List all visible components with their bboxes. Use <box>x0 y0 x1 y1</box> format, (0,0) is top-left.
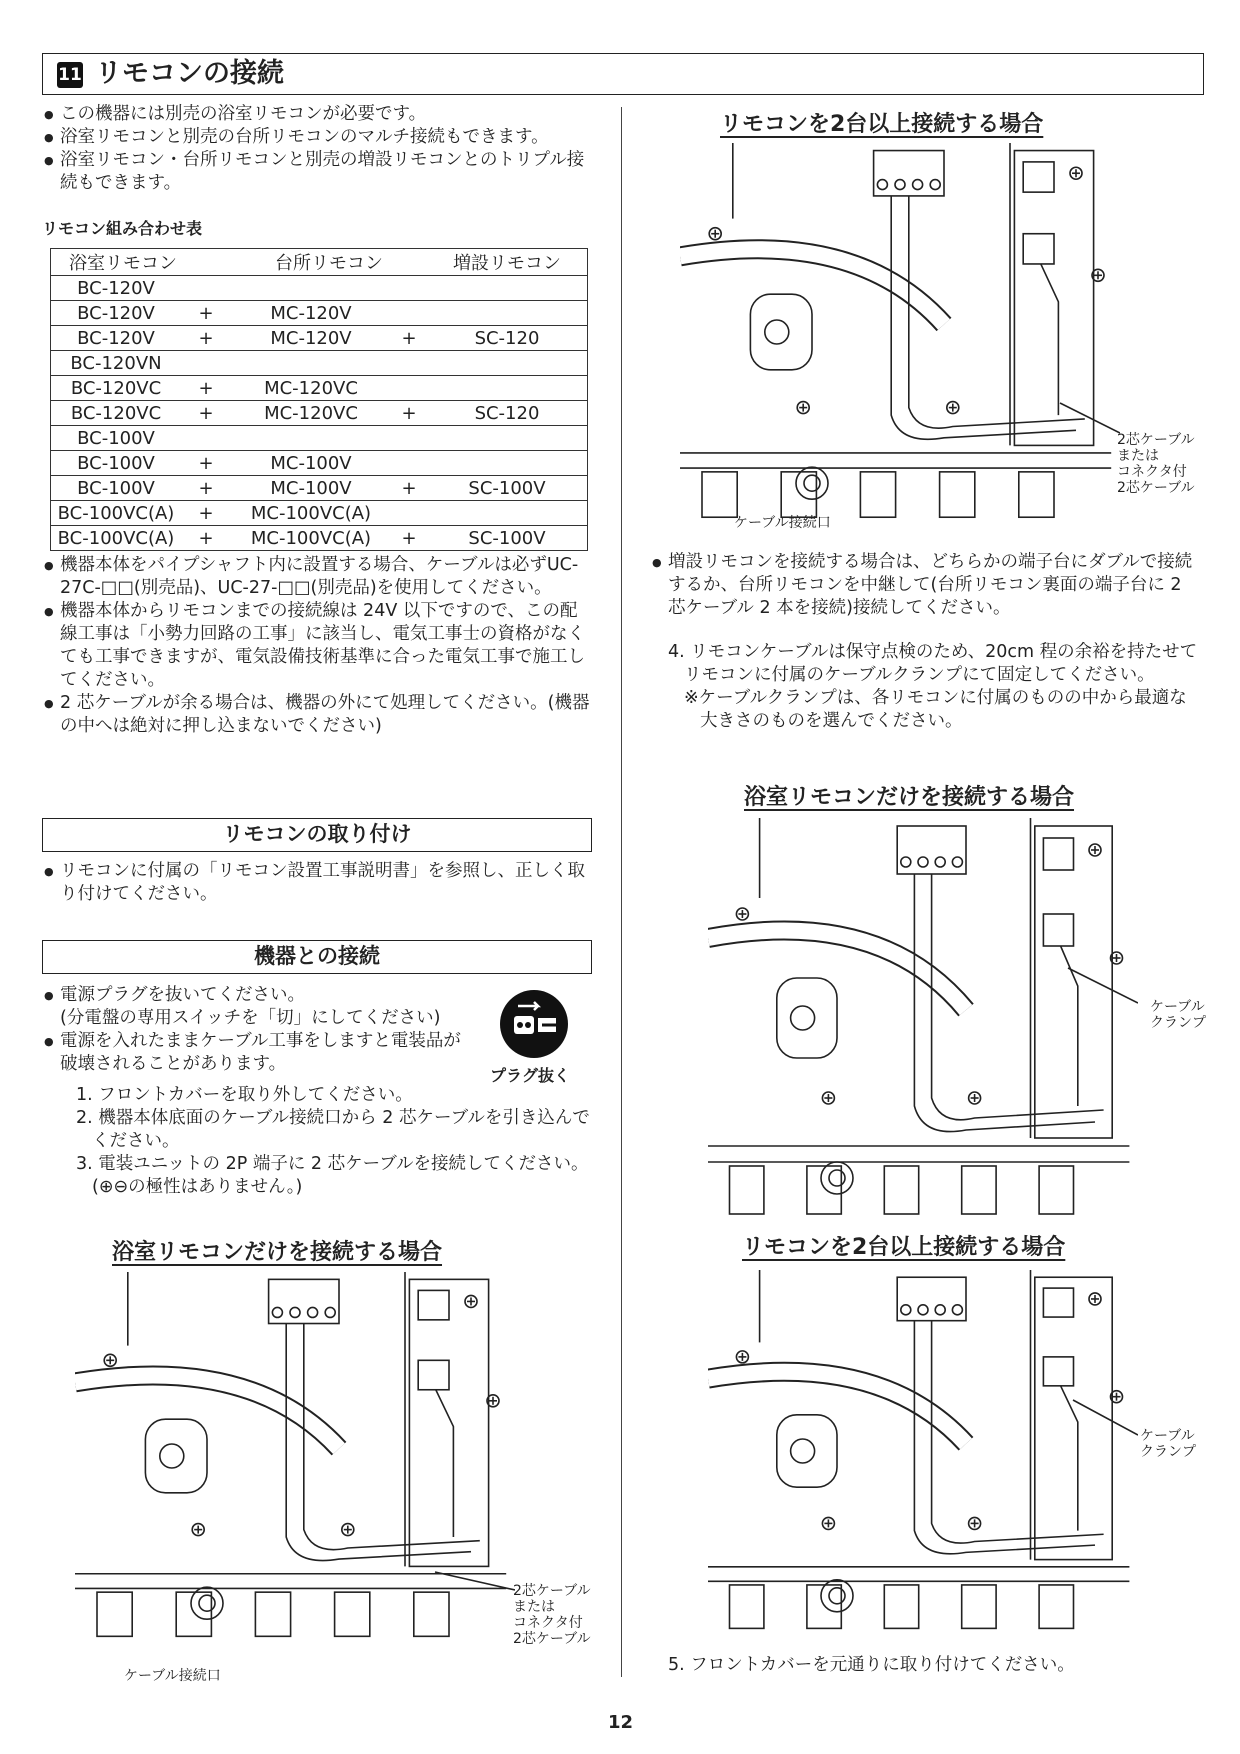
connect-bullet: ● 電源プラグを抜いてください。 <box>44 984 474 1007</box>
mount-title: リモコンの取り付け <box>42 818 592 852</box>
combo-plus: + <box>401 477 417 499</box>
connect-block <box>44 984 474 1076</box>
fig-rb-caption: リモコンを2台以上接続する場合 <box>742 1235 1066 1260</box>
combo-plus <box>181 428 231 449</box>
fig-rm-clamp-label: ケーブル クランプ <box>1150 999 1206 1031</box>
combo-plus <box>391 303 427 324</box>
combo-row <box>51 526 588 551</box>
combo-cell-extra <box>427 303 587 324</box>
intro-item: ● この機器には別売の浴室リモコンが必要です。 <box>44 103 592 126</box>
combo-plus: + <box>198 477 214 499</box>
combo-header-extra: 増設リモコン <box>453 253 561 274</box>
combo-row <box>51 476 588 501</box>
connect-bullet: ● 電源を入れたままケーブル工事をしますと電装品が破壊されることがあります。 <box>44 1030 474 1076</box>
connect-bullet-sub: (分電盤の専用スイッチを「切」にしてください) <box>60 1008 441 1028</box>
fig-rb-clamp-label: ケーブル クランプ <box>1140 1428 1196 1460</box>
fig-rt-caption: リモコンを2台以上接続する場合 <box>720 112 1044 137</box>
combo-table <box>50 248 588 551</box>
combo-row <box>51 351 588 376</box>
combo-plus: + <box>401 327 417 349</box>
combo-cell-bath: BC-120VC <box>70 377 162 399</box>
combo-row <box>51 326 588 351</box>
combo-cell-extra <box>427 378 587 399</box>
combo-cell-extra: SC-100V <box>468 527 546 549</box>
combo-cell-kitchen: MC-120V <box>270 327 352 349</box>
note-item: ● 機器本体からリモコンまでの接続線は 24V 以下ですので、この配線工事は「小勢力回路の工事」に該当し、電気工事士の資格がなくても工事できますが、電気設備技術基準に合った電気工事で施工してください。 <box>44 600 592 692</box>
right-step4-block <box>668 641 1204 733</box>
step-4-note: ※ケーブルクランプは、各リモコンに付属のものの中から最適な大きさのものを選んでください。 <box>684 688 1187 731</box>
combo-cell-kitchen: MC-100V <box>270 452 352 474</box>
combo-cell-kitchen: MC-100VC(A) <box>250 527 372 549</box>
combo-cell-kitchen: MC-100VC(A) <box>250 502 372 524</box>
combo-cell-extra <box>427 353 587 374</box>
mount-text: ● リモコンに付属の「リモコン設置工事説明書」を参照し、正しく取り付けてください。 <box>44 860 592 906</box>
combo-cell-kitchen: MC-100V <box>270 477 352 499</box>
combo-cell-extra <box>427 278 587 299</box>
combo-plus <box>391 453 427 474</box>
combo-plus <box>391 353 427 374</box>
combo-header-kitchen: 台所リモコン <box>275 253 383 274</box>
page-number: 12 <box>608 1712 634 1733</box>
combo-plus: + <box>198 302 214 324</box>
combo-row <box>51 376 588 401</box>
combo-row <box>51 451 588 476</box>
fig-left-port-label: ケーブル接続口 <box>124 1668 221 1684</box>
combo-row <box>51 276 588 301</box>
combo-cell-bath: BC-120VN <box>70 352 162 374</box>
intro-item: ● 浴室リモコン・台所リモコンと別売の増設リモコンとのトリプル接続もできます。 <box>44 149 592 195</box>
combo-plus: + <box>198 527 214 549</box>
combo-cell-kitchen <box>231 353 391 374</box>
combo-cell-bath: BC-100VC(A) <box>57 502 175 524</box>
combo-row <box>51 426 588 451</box>
unplug-icon <box>498 988 570 1060</box>
fig-rt-diagram <box>680 143 1120 521</box>
combo-plus: + <box>401 527 417 549</box>
combo-row <box>51 301 588 326</box>
combo-cell-extra <box>427 503 587 524</box>
combo-cell-bath: BC-100V <box>77 427 155 449</box>
fig-rm-caption: 浴室リモコンだけを接続する場合 <box>744 785 1075 810</box>
fig-left-caption: 浴室リモコンだけを接続する場合 <box>112 1240 443 1265</box>
right-bullet: ● 増設リモコンを接続する場合は、どちらかの端子台にダブルで接続するか、台所リモコンを中継して(台所リモコン裏面の端子台に 2 芯ケーブル 2 本を接続)接続してください。 <box>652 551 1204 620</box>
combo-plus <box>181 353 231 374</box>
combo-plus: + <box>198 502 214 524</box>
combo-cell-bath: BC-100V <box>77 477 155 499</box>
combo-row <box>51 501 588 526</box>
connect-step: 3. 電装ユニットの 2P 端子に 2 芯ケーブルを接続してください。(⊕⊖の極性はありません。) <box>76 1154 589 1197</box>
combo-plus <box>391 503 427 524</box>
combo-cell-extra <box>427 453 587 474</box>
note-item: ● 機器本体をパイプシャフト内に設置する場合、ケーブルは必ずUC-27C-□□(別売品)、UC-27-□□(別売品)を使用してください。 <box>44 554 592 600</box>
connect-step: 1. フロントカバーを取り外してください。 <box>76 1085 413 1105</box>
combo-cell-kitchen: MC-120VC <box>264 377 358 399</box>
connect-steps <box>60 1084 592 1199</box>
fig-rb-diagram <box>708 1270 1138 1632</box>
combo-plus <box>391 428 427 449</box>
combo-plus: + <box>198 327 214 349</box>
combo-cell-bath: BC-120V <box>77 277 155 299</box>
combo-plus: + <box>198 452 214 474</box>
connect-step: 2. 機器本体底面のケーブル接続口から 2 芯ケーブルを引き込んでください。 <box>76 1108 590 1151</box>
unplug-label: プラグ抜く <box>490 1066 571 1085</box>
left-column <box>44 103 592 195</box>
step-4: 4. リモコンケーブルは保守点検のため、20cm 程の余裕を持たせてリモコンに付属のケーブルクランプにて固定してください。 <box>668 642 1198 685</box>
combo-cell-bath: BC-100VC(A) <box>57 527 175 549</box>
combo-cell-extra <box>427 428 587 449</box>
fig-rt-cable-label: 2芯ケーブル または コネクタ付 2芯ケーブル <box>1117 432 1195 496</box>
step-5: 5. フロントカバーを元通りに取り付けてください。 <box>668 1655 1075 1675</box>
combo-plus: + <box>198 377 214 399</box>
fig-rm-diagram <box>708 818 1138 1218</box>
combo-plus: + <box>198 402 214 424</box>
combo-plus <box>391 278 427 299</box>
combo-cell-kitchen <box>231 278 391 299</box>
combo-cell-kitchen: MC-120V <box>270 302 352 324</box>
combo-header-row <box>51 249 588 276</box>
combo-cell-bath: BC-120V <box>77 327 155 349</box>
right-text-block <box>652 551 1204 620</box>
note-item: ● 2 芯ケーブルが余る場合は、機器の外にて処理してください。(機器の中へは絶対に押し込まないでください) <box>44 692 592 738</box>
combo-title: リモコン組み合わせ表 <box>42 219 203 238</box>
combo-plus <box>181 278 231 299</box>
combo-plus: + <box>401 402 417 424</box>
combo-cell-extra: SC-120 <box>474 402 540 424</box>
combo-header-bath: 浴室リモコン <box>69 253 177 274</box>
combo-cell-bath: BC-100V <box>77 452 155 474</box>
fig-left-cable-label: 2芯ケーブル または コネクタ付 2芯ケーブル <box>513 1583 591 1647</box>
section-number: 11 <box>57 62 83 88</box>
connect-title: 機器との接続 <box>42 940 592 974</box>
combo-table-wrap <box>50 248 588 551</box>
notes-block <box>44 554 592 738</box>
combo-cell-bath: BC-120V <box>77 302 155 324</box>
intro-item: ● 浴室リモコンと別売の台所リモコンのマルチ接続もできます。 <box>44 126 592 149</box>
combo-cell-kitchen: MC-120VC <box>264 402 358 424</box>
combo-plus <box>391 378 427 399</box>
fig-left-diagram <box>75 1272 515 1640</box>
combo-row <box>51 401 588 426</box>
column-divider <box>621 107 622 1677</box>
section-title: リモコンの接続 <box>95 58 284 89</box>
combo-cell-bath: BC-120VC <box>70 402 162 424</box>
mount-block <box>44 860 592 906</box>
fig-rt-port-label: ケーブル接続口 <box>734 515 831 531</box>
section-header <box>42 53 1204 95</box>
combo-cell-extra: SC-120 <box>474 327 540 349</box>
combo-cell-kitchen <box>231 428 391 449</box>
combo-cell-extra: SC-100V <box>468 477 546 499</box>
